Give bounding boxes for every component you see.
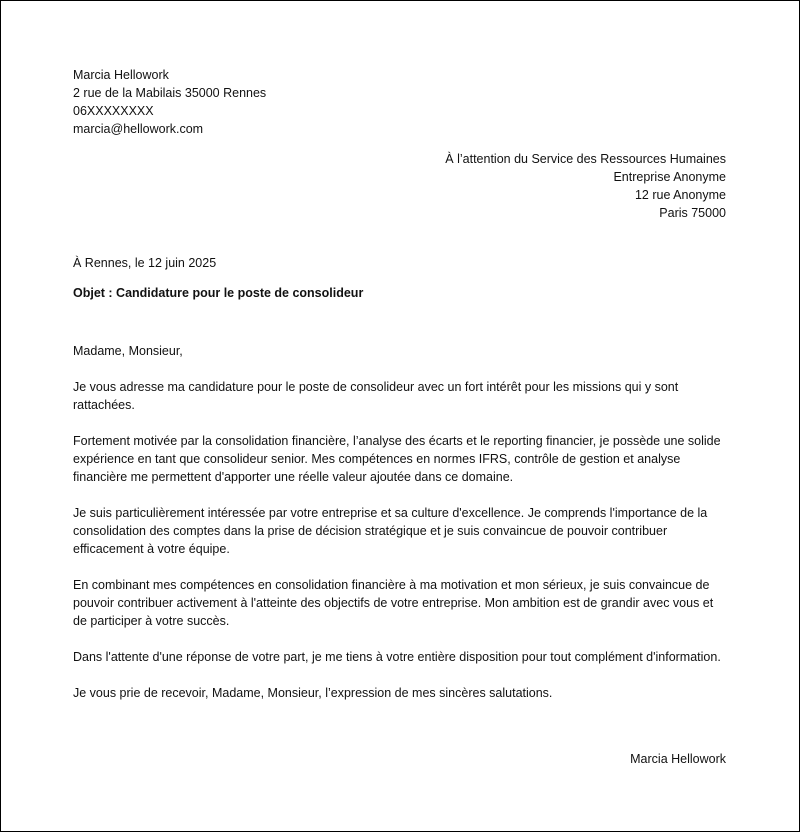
paragraph: Je suis particulièrement intéressée par votre entreprise et sa culture d'excellence. Je comprends l'importance de la consolidation des comptes dans la prise de décision stratégique et je suis convaincue de pouvoir contribuer efficacement à votre équipe. xyxy=(73,506,708,556)
paragraph: Je vous adresse ma candidature pour le poste de consolideur avec un fort intérêt pour les missions qui y sont rattachées. xyxy=(73,380,679,412)
sender-block xyxy=(73,66,266,138)
recipient-street: 12 rue Anonyme xyxy=(634,188,726,202)
date-line: À Rennes, le 12 juin 2025 xyxy=(73,256,217,270)
sender-email: marcia@hellowork.com xyxy=(73,122,204,136)
recipient-city: Paris 75000 xyxy=(659,206,726,220)
sender-name: Marcia Hellowork xyxy=(73,68,169,82)
recipient-attention: À l’attention du Service des Ressources Humaines xyxy=(445,152,726,166)
paragraph: Fortement motivée par la consolidation financière, l’analyse des écarts et le reporting financier, je possède une solide expérience en tant que consolideur senior. Mes compétences en normes IFRS, contrôle de gestion et analyse financière me permettent d'apporter une réelle valeur ajoutée dans ce domaine. xyxy=(73,434,721,484)
recipient-company: Entreprise Anonyme xyxy=(613,170,726,184)
subject-line: Objet : Candidature pour le poste de consolideur xyxy=(73,286,364,300)
sender-phone: 06XXXXXXXX xyxy=(73,104,154,118)
signature: Marcia Hellowork xyxy=(630,752,726,766)
paragraph: Dans l'attente d'une réponse de votre part, je me tiens à votre entière disposition pour tout complément d'information. xyxy=(73,650,721,664)
closing-paragraph: Je vous prie de recevoir, Madame, Monsieur, l’expression de mes sincères salutations. xyxy=(73,686,553,700)
paragraph: En combinant mes compétences en consolidation financière à ma motivation et mon sérieux, je suis convaincue de pouvoir contribuer activement à l'atteinte des objectifs de votre entreprise. Mon ambition est de grandir avec vous et de participer à votre succès. xyxy=(73,578,714,628)
sender-address: 2 rue de la Mabilais 35000 Rennes xyxy=(73,86,267,100)
salutation: Madame, Monsieur, xyxy=(73,344,183,358)
letter-body xyxy=(73,342,729,720)
recipient-block xyxy=(445,150,726,222)
